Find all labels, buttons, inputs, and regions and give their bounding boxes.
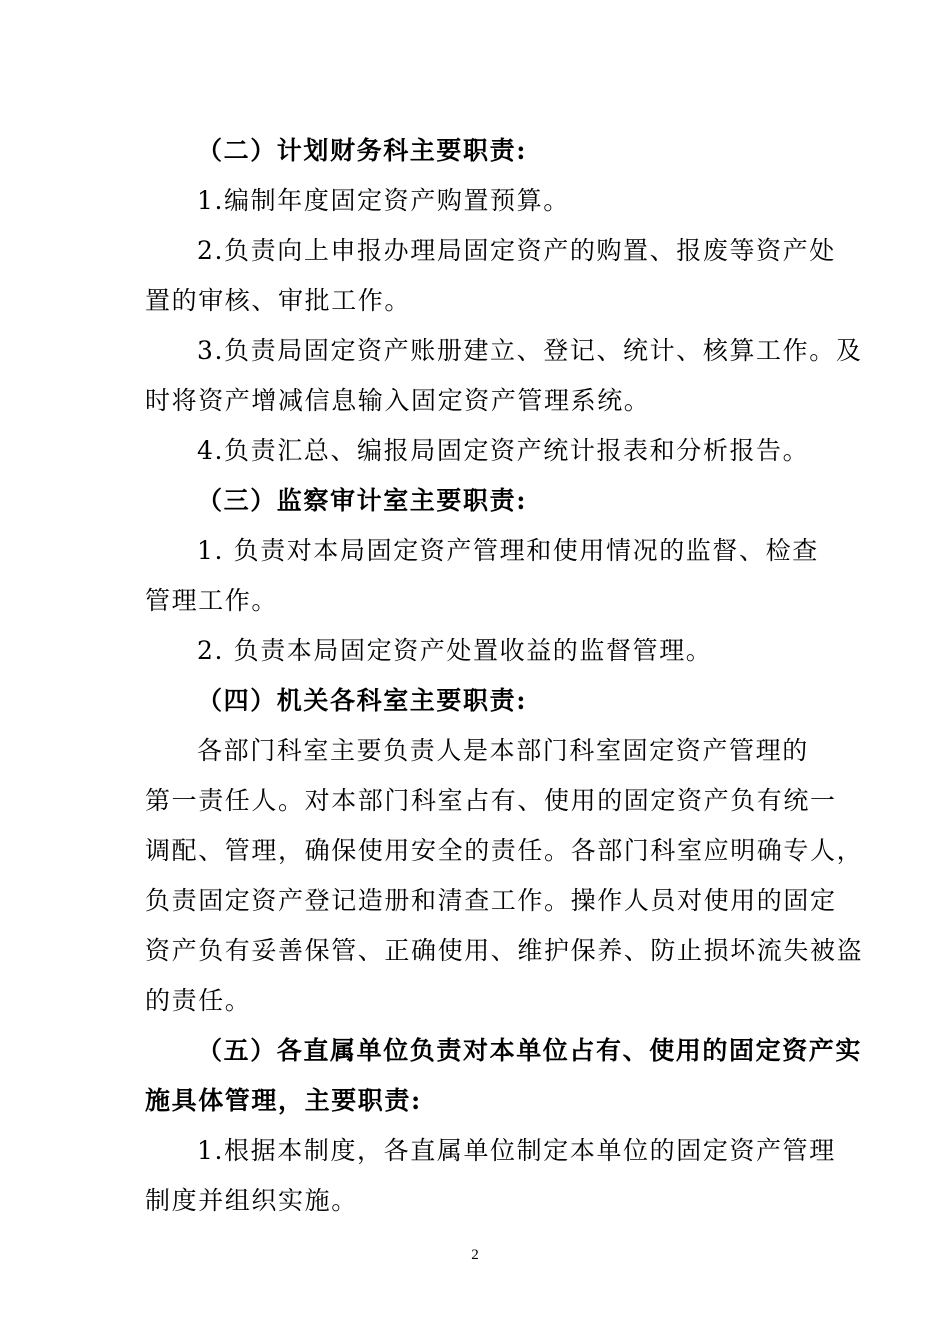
paragraph-line: 的责任。	[145, 986, 252, 1015]
paragraph-line: 第一责任人。对本部门科室占有、使用的固定资产负有统一	[145, 786, 837, 815]
section-heading-finance: （二）计划财务科主要职责:	[197, 136, 528, 165]
section-heading-audit: （三）监察审计室主要职责:	[197, 486, 528, 515]
section-heading-departments: （四）机关各科室主要职责:	[197, 686, 528, 715]
paragraph-line: 调配、管理，确保使用安全的责任。各部门科室应明确专人，	[145, 836, 864, 865]
paragraph-line: 负责固定资产登记造册和清查工作。操作人员对使用的固定	[145, 886, 837, 915]
paragraph-line: 1. 负责对本局固定资产管理和使用情况的监督、检查	[197, 536, 819, 565]
page-number: 2	[471, 1247, 479, 1263]
paragraph-line: 各部门科室主要负责人是本部门科室固定资产管理的	[197, 736, 809, 765]
paragraph-line: 时将资产增减信息输入固定资产管理系统。	[145, 386, 651, 415]
paragraph-line: 4.负责汇总、编报局固定资产统计报表和分析报告。	[197, 436, 810, 465]
paragraph-line: 制度并组织实施。	[145, 1186, 358, 1215]
section-heading-units-cont: 施具体管理，主要职责:	[145, 1086, 422, 1115]
paragraph-line: 1.编制年度固定资产购置预算。	[197, 186, 570, 215]
paragraph-line: 2.负责向上申报办理局固定资产的购置、报废等资产处	[197, 236, 836, 265]
paragraph-line: 置的审核、审批工作。	[145, 286, 412, 315]
section-heading-units: （五）各直属单位负责对本单位占有、使用的固定资产实	[197, 1036, 863, 1065]
paragraph-line: 3.负责局固定资产账册建立、登记、统计、核算工作。及	[197, 336, 863, 365]
paragraph-line: 资产负有妥善保管、正确使用、维护保养、防止损坏流失被盗	[145, 936, 864, 965]
paragraph-line: 管理工作。	[145, 586, 279, 615]
paragraph-line: 1.根据本制度，各直属单位制定本单位的固定资产管理	[197, 1136, 836, 1165]
paragraph-line: 2. 负责本局固定资产处置收益的监督管理。	[197, 636, 713, 665]
